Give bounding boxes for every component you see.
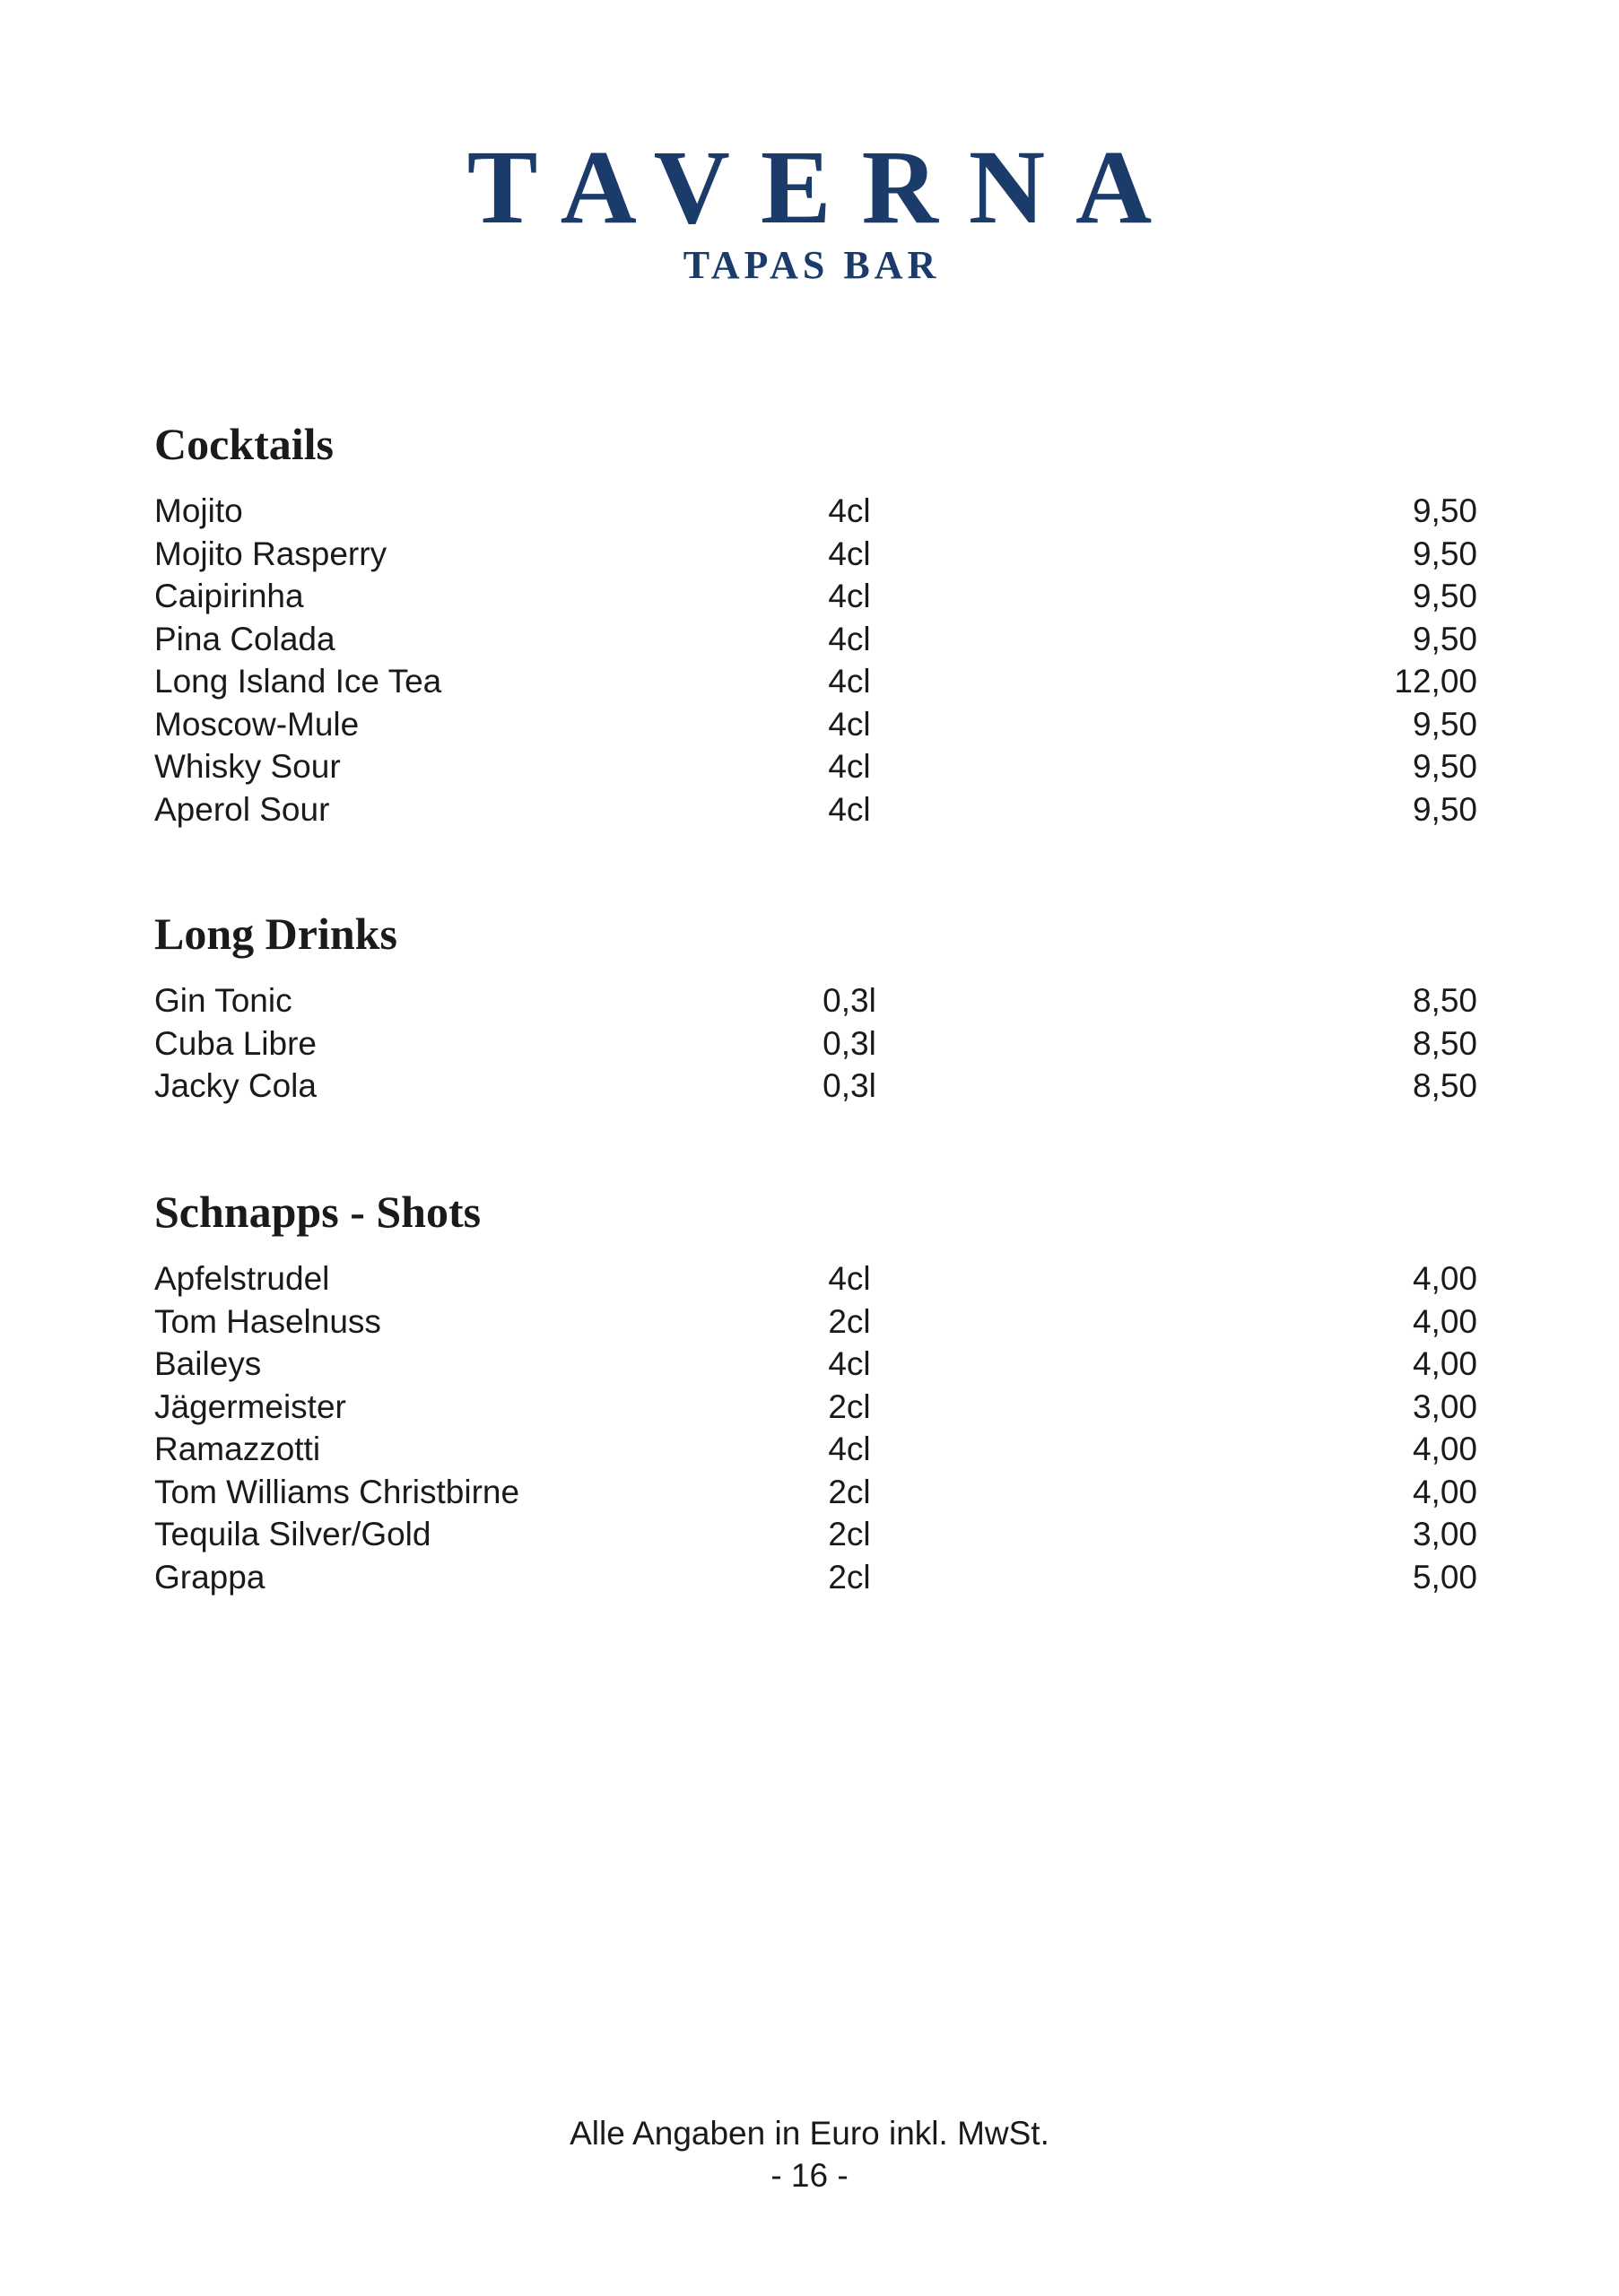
menu-item [154, 1065, 1477, 1108]
item-volume: 4cl [828, 1260, 871, 1297]
menu-item [154, 1556, 1477, 1599]
menu-item [154, 1257, 1477, 1300]
menu-item [154, 660, 1477, 703]
item-volume: 2cl [828, 1516, 871, 1552]
menu-item [154, 703, 1477, 746]
item-name: Tequila Silver/Gold [154, 1516, 431, 1552]
item-price: 4,00 [1412, 1431, 1477, 1467]
item-volume: 4cl [828, 748, 871, 785]
item-price: 12,00 [1394, 663, 1477, 700]
item-name: Moscow-Mule [154, 705, 360, 743]
item-name: Baileys [154, 1345, 262, 1382]
section-schnapps-shots [154, 1189, 1477, 1598]
logo [0, 128, 1619, 287]
item-name: Aperol Sour [154, 790, 330, 828]
item-name: Tom Haselnuss [154, 1302, 381, 1340]
item-price: 4,00 [1412, 1260, 1477, 1297]
section-cocktails [154, 419, 1477, 831]
item-name: Gin Tonic [154, 982, 292, 1019]
item-name: Caipirinha [154, 578, 304, 614]
item-volume: 4cl [828, 790, 871, 828]
item-price: 8,50 [1412, 1024, 1477, 1062]
item-volume: 4cl [828, 1345, 871, 1382]
item-name: Apfelstrudel [154, 1260, 330, 1297]
item-price: 3,00 [1412, 1516, 1477, 1552]
item-price: 9,50 [1412, 748, 1477, 785]
item-name: Mojito Rasperry [154, 535, 387, 572]
item-volume: 4cl [828, 620, 871, 657]
item-name: Grappa [154, 1558, 265, 1596]
item-price: 4,00 [1412, 1302, 1477, 1340]
menu-item [154, 533, 1477, 576]
item-volume: 4cl [828, 705, 871, 743]
item-name: Tom Williams Christbirne [154, 1473, 520, 1510]
item-price: 5,00 [1412, 1558, 1477, 1596]
section-title: Cocktails [154, 419, 334, 469]
menu-item [154, 1428, 1477, 1471]
item-price: 9,50 [1412, 492, 1477, 529]
menu-item [154, 1343, 1477, 1386]
menu-item [154, 1022, 1477, 1065]
item-volume: 2cl [828, 1302, 871, 1340]
restaurant-name: TAVERNA [466, 128, 1183, 246]
price-note: Alle Angaben in Euro inkl. MwSt. [570, 2115, 1049, 2152]
item-volume: 0,3l [823, 1067, 876, 1104]
item-volume: 0,3l [823, 982, 876, 1019]
footer [0, 2112, 1619, 2196]
item-price: 8,50 [1412, 1067, 1477, 1104]
section-title: Long Drinks [154, 909, 397, 959]
menu-item [154, 490, 1477, 533]
item-volume: 4cl [828, 492, 871, 529]
item-volume: 4cl [828, 663, 871, 700]
item-volume: 2cl [828, 1473, 871, 1510]
section-title: Schnapps - Shots [154, 1187, 482, 1237]
item-price: 9,50 [1412, 535, 1477, 572]
item-price: 9,50 [1412, 705, 1477, 743]
item-name: Jägermeister [154, 1387, 346, 1425]
menu-item [154, 979, 1477, 1022]
menu-item [154, 1471, 1477, 1514]
menu-item [154, 618, 1477, 661]
item-volume: 0,3l [823, 1024, 876, 1062]
menu-item [154, 1386, 1477, 1429]
restaurant-subtitle: TAPAS BAR [683, 243, 941, 287]
item-price: 9,50 [1412, 790, 1477, 828]
item-price: 4,00 [1412, 1345, 1477, 1382]
item-name: Jacky Cola [154, 1067, 317, 1104]
item-name: Cuba Libre [154, 1024, 318, 1062]
menu-item [154, 1300, 1477, 1344]
item-volume: 2cl [828, 1387, 871, 1425]
item-volume: 4cl [828, 535, 871, 572]
item-name: Ramazzotti [154, 1431, 321, 1467]
menu-item [154, 575, 1477, 618]
menu-item [154, 788, 1477, 831]
item-name: Mojito [154, 492, 243, 529]
section-long-drinks [154, 911, 1477, 1108]
item-name: Long Island Ice Tea [154, 663, 442, 700]
menu-item [154, 1513, 1477, 1556]
item-price: 4,00 [1412, 1473, 1477, 1510]
item-price: 3,00 [1412, 1387, 1477, 1425]
menu-item [154, 745, 1477, 788]
item-name: Whisky Sour [154, 748, 341, 785]
page-number: - 16 - [770, 2157, 849, 2194]
item-price: 8,50 [1412, 982, 1477, 1019]
item-volume: 4cl [828, 1431, 871, 1467]
item-name: Pina Colada [154, 620, 335, 657]
item-volume: 4cl [828, 578, 871, 614]
item-price: 9,50 [1412, 620, 1477, 657]
item-volume: 2cl [828, 1558, 871, 1596]
item-price: 9,50 [1412, 578, 1477, 614]
